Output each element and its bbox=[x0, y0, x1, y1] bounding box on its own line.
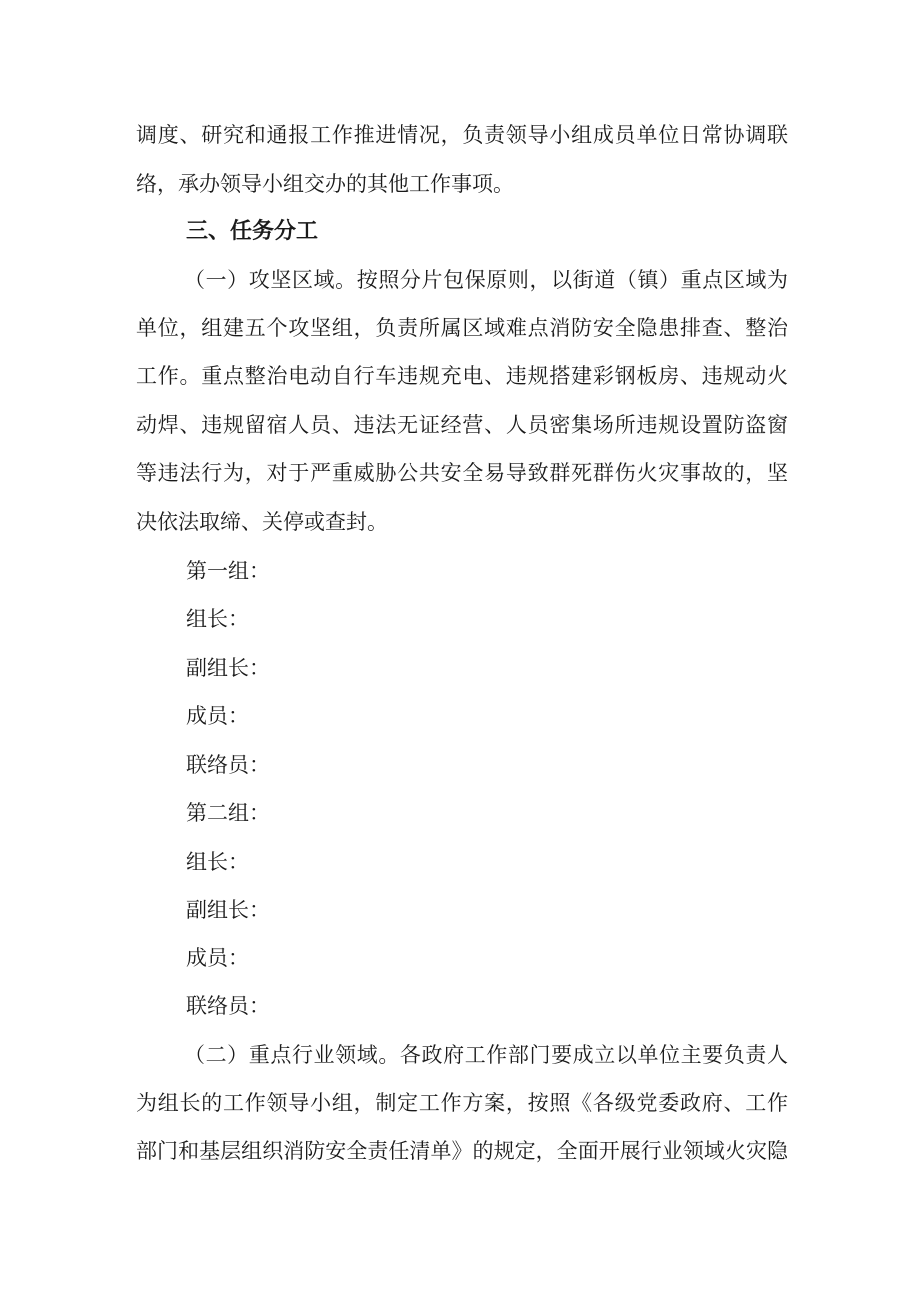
paragraph-1-line-3: 工作。重点整治电动自行车违规充电、违规搭建彩钢板房、违规动火 bbox=[136, 364, 788, 388]
paragraph-2-line-1: （二）重点行业领域。各政府工作部门要成立以单位主要负责人 bbox=[184, 1043, 788, 1067]
group-1-deputy: 副组长： bbox=[186, 656, 270, 680]
paragraph-1-line-6: 决依法取缔、关停或查封。 bbox=[136, 510, 388, 534]
group-1-title: 第一组： bbox=[186, 559, 270, 583]
group-2-deputy: 副组长： bbox=[186, 898, 270, 922]
paragraph-intro-line-1: 调度、研究和通报工作推进情况，负责领导小组成员单位日常协调联 bbox=[136, 123, 788, 147]
group-2-leader: 组长： bbox=[186, 850, 249, 874]
paragraph-1-line-5: 等违法行为，对于严重威胁公共安全易导致群死群伤火灾事故的，坚 bbox=[136, 461, 788, 485]
section-heading: 三、任务分工 bbox=[186, 219, 319, 244]
group-1-members: 成员： bbox=[186, 704, 249, 728]
group-1-liaison: 联络员： bbox=[186, 753, 270, 777]
paragraph-1-line-4: 动焊、违规留宿人员、违法无证经营、人员密集场所违规设置防盗窗 bbox=[136, 413, 788, 437]
group-2-members: 成员： bbox=[186, 946, 249, 970]
group-1-leader: 组长： bbox=[186, 607, 249, 631]
paragraph-2-line-2: 为组长的工作领导小组，制定工作方案，按照《各级党委政府、工作 bbox=[136, 1091, 788, 1115]
group-2-liaison: 联络员： bbox=[186, 994, 270, 1018]
paragraph-2-line-3: 部门和基层组织消防安全责任清单》的规定，全面开展行业领域火灾隐 bbox=[136, 1139, 788, 1163]
paragraph-intro-line-2: 络，承办领导小组交办的其他工作事项。 bbox=[136, 172, 514, 196]
paragraph-1-line-2: 单位，组建五个攻坚组，负责所属区域难点消防安全隐患排查、整治 bbox=[136, 316, 788, 340]
paragraph-1-line-1: （一）攻坚区域。按照分片包保原则，以街道（镇）重点区域为 bbox=[184, 268, 788, 292]
group-2-title: 第二组： bbox=[186, 801, 270, 825]
